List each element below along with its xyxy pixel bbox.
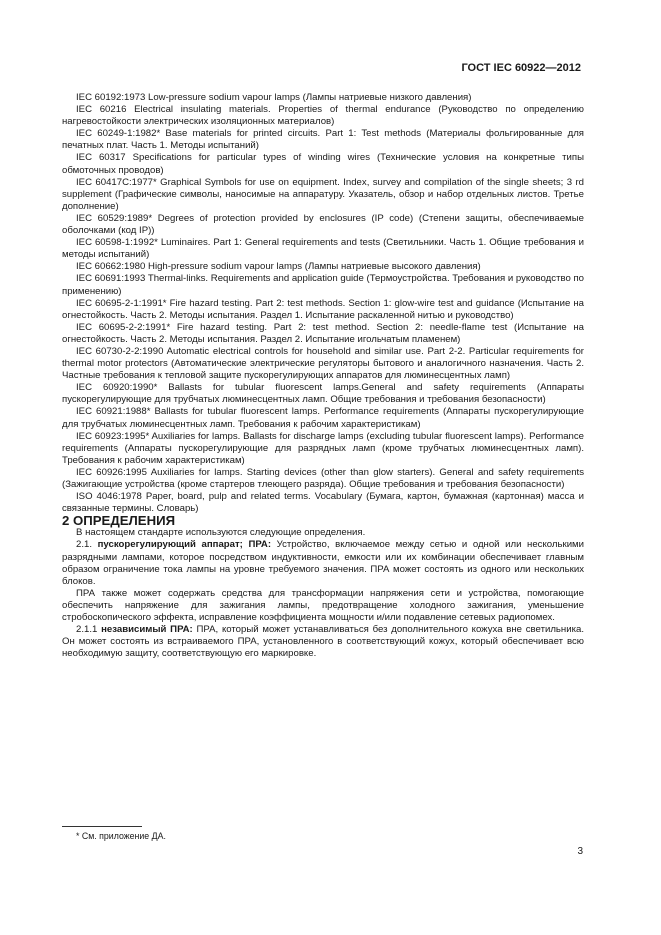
reference-item: IEC 60529:1989* Degrees of protection provided by enclosures (IP code) (Степени защиты, обеспечиваемые оболочками (код IP)) [62, 212, 584, 237]
reference-item: IEC 60921:1988* Ballasts for tubular fluorescent lamps. Performance requirements (Аппараты пускорегулирующие для трубчатых люминесцентных ламп. Требования к рабочим характеристикам) [62, 406, 584, 430]
reference-item: IEC 60317 Specifications for particular types of winding wires (Технические условия на конкретные типы обмоточных проводов) [62, 152, 584, 176]
definitions-intro: В настоящем стандарте используются следующие определения. [76, 527, 366, 539]
reference-item: IEC 60662:1980 High-pressure sodium vapour lamps (Лампы натриевые высокого давления) [76, 261, 481, 273]
reference-item: IEC 60691:1993 Thermal-links. Requirements and application guide (Термоустройства. Требования и руководство по применению) [62, 273, 584, 297]
page-body [62, 92, 584, 660]
footnote-separator [62, 826, 142, 827]
definition-term: независимый ПРА: [101, 624, 193, 636]
reference-item: IEC 60598-1:1992* Luminaires. Part 1: General requirements and tests (Светильники. Часть 1. Общие требования и методы испытаний) [62, 237, 584, 261]
definition-number: 2.1. [76, 539, 93, 551]
reference-item: IEC 60249-1:1982* Base materials for printed circuits. Part 1: Test methods (Материалы фольгированные для печатных плат. Часть 1. Методы испытаний) [62, 128, 584, 152]
definition-2-1 [62, 539, 584, 587]
normative-references-list [62, 92, 584, 515]
definition-2-1-1 [62, 624, 584, 660]
definition-term: пускорегулирующий аппарат; ПРА: [97, 539, 272, 551]
footnote: * См. приложение ДА. [76, 831, 166, 841]
reference-item: IEC 60192:1973 Low-pressure sodium vapour lamps (Лампы натриевые низкого давления) [76, 92, 472, 103]
reference-item: IEC 60695-2-2:1991* Fire hazard testing. Part 2: test method. Section 2: needle-flame test (Испытание на огнестойкость. Часть 2. Методы испытания. Раздел 2. Испытание игольчатым пламенем) [62, 321, 584, 345]
definition-2-1-extra: ПРА также может содержать средства для трансформации напряжения сети и устройства, помогающие обеспечить напряжение для зажигания лампы, предотвращение холодного зажигания, уменьшение стробоскопического эффекта, исправление коэффициента мощности и/или подавление сетевых радиопомех. [62, 587, 584, 624]
reference-item: IEC 60730-2-2:1990 Automatic electrical controls for household and similar use. Part 2-2. Particular requirements for thermal motor protectors (Автоматические электрические регуляторы бытового и аналогичного назначения. Часть 2. Частные требования к тепловой защите пускорегулирующих аппаратов для люминесцентных ламп) [62, 345, 584, 382]
document-header: ГОСТ IEC 60922—2012 [461, 62, 581, 74]
definition-text: ПРА, который может устанавливаться без дополнительного кожуха вне светильника. Он может состоять из встраиваемого ПРА, установленного в соответствующий кожух, который обеспечивает всю необходимую защиту, соответствующую его маркировке. [62, 624, 584, 660]
page-number: 3 [577, 846, 583, 857]
reference-item: IEC 60926:1995 Auxiliaries for lamps. Starting devices (other than glow starters). General and safety requirements (Зажигающие устройства (кроме стартеров тлеющего разряда). Общие требования и требования безопасности) [62, 466, 584, 490]
definition-number: 2.1.1 [76, 624, 98, 636]
reference-item: IEC 60695-2-1:1991* Fire hazard testing. Part 2: test methods. Section 1: glow-wire test and guidance (Испытание на огнестойкость. Часть 2. Методы испытания. Раздел 1. Испытание раскаленной нитью и руководство) [62, 297, 584, 321]
definition-text: Устройство, включаемое между сетью и одной или несколькими разрядными лампами, которое посредством индуктивности, емкости или их комбинации обеспечивает главным образом ограничение тока лампы на уровне требуемого значения. ПРА может состоять из одного или нескольких блоков. [62, 539, 585, 587]
reference-item: IEC 60417C:1977* Graphical Symbols for use on equipment. Index, survey and compilation of the single sheets; 3 rd supplement (Графические символы, наносимые на аппаратуру. Указатель, обзор и набор отдельных листов. Третье дополнение) [62, 176, 584, 212]
section-heading: 2 ОПРЕДЕЛЕНИЯ [62, 513, 176, 529]
reference-item: IEC 60920:1990* Ballasts for tubular fluorescent lamps.General and safety requirements (Аппараты пускорегулирующие для трубчатых люминесцентных ламп. Общие требования и требования безопасности) [62, 382, 584, 406]
reference-item: IEC 60216 Electrical insulating materials. Properties of thermal endurance (Руководство по определению нагревостойкости электрических изоляционных материалов) [62, 104, 584, 128]
reference-item: IEC 60923:1995* Auxiliaries for lamps. Ballasts for discharge lamps (excluding tubular fluorescent lamps). Performance requirements (Аппараты пускорегулирующие для разрядных ламп (кроме трубчатых люминесцентных ламп). Требования к рабочим характеристикам) [62, 430, 584, 466]
reference-item: ISO 4046:1978 Paper, board, pulp and related terms. Vocabulary (Бумага, картон, бумажная (картонная) масса и связанные термины. Словарь) [62, 491, 584, 515]
